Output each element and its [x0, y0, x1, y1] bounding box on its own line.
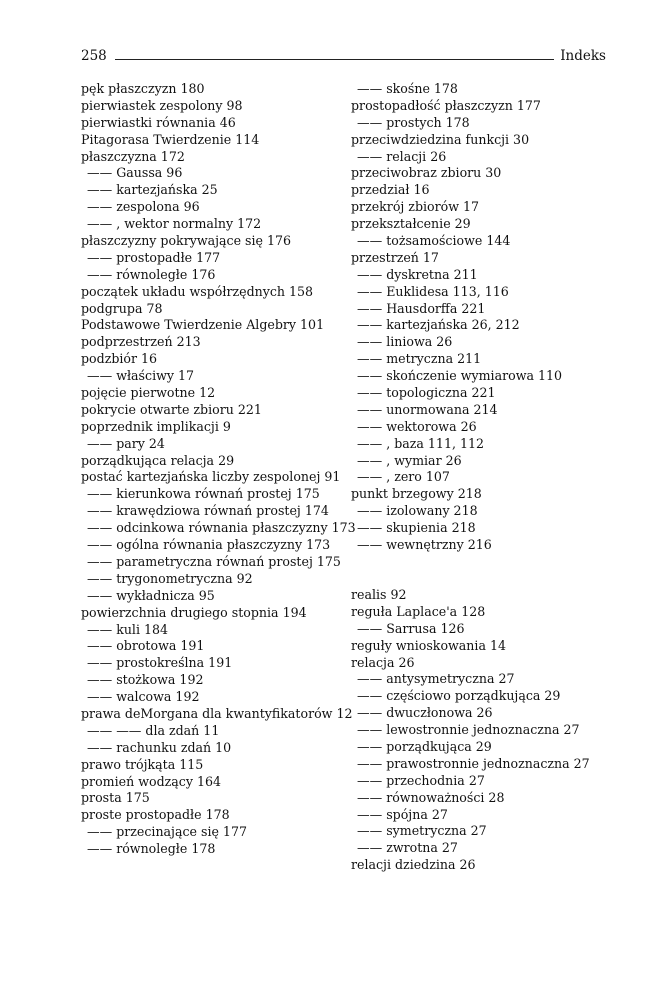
index-subentry: —— antysymetryczna 27: [357, 671, 515, 687]
index-entry: podzbiór 16: [81, 351, 158, 367]
index-subentry: —— wykładnicza 95: [87, 587, 215, 603]
index-subentry: —— tożsamościowe 144: [357, 233, 511, 249]
index-entry: reguły wnioskowania 14: [351, 637, 506, 653]
header-rule: [115, 59, 554, 60]
index-subentry: —— skupienia 218: [357, 520, 476, 536]
index-subentry: —— zespolona 96: [87, 199, 200, 215]
index-subentry: —— przechodnia 27: [357, 772, 485, 788]
index-subentry: —— prostopadłe 177: [87, 249, 221, 265]
index-subentry: —— właściwy 17: [87, 368, 195, 384]
index-subentry: —— równoległe 178: [87, 841, 216, 857]
page-header: [81, 44, 606, 64]
index-entry: podgrupa 78: [81, 300, 163, 316]
index-entry: relacji dziedzina 26: [351, 857, 476, 873]
index-subentry: —— kartezjańska 25: [87, 182, 218, 198]
index-entry: prawo trójkąta 115: [81, 756, 204, 772]
index-subentry: —— spójna 27: [357, 806, 448, 822]
index-subentry: —— pary 24: [87, 435, 165, 451]
index-entry: punkt brzegowy 218: [351, 486, 482, 502]
index-subentry: —— kierunkowa równań prostej 175: [87, 486, 320, 502]
index-subentry: —— topologiczna 221: [357, 385, 496, 401]
index-entry: promień wodzący 164: [81, 773, 221, 789]
section-title: Indeks: [560, 48, 606, 64]
index-entry: powierzchnia drugiego stopnia 194: [81, 604, 307, 620]
index-column-left: [81, 81, 356, 858]
index-entry: Podstawowe Twierdzenie Algebry 101: [81, 317, 325, 333]
index-subentry: —— Hausdorffa 221: [357, 300, 486, 316]
index-subentry: —— kuli 184: [87, 621, 169, 637]
index-subentry: —— zwrotna 27: [357, 840, 458, 856]
index-subentry: —— prawostronnie jednoznaczna 27: [357, 755, 590, 771]
index-entry: przeciwobraz zbioru 30: [351, 165, 502, 181]
index-entry: prostopadłość płaszczyzn 177: [351, 97, 541, 113]
index-entry: pokrycie otwarte zbioru 221: [81, 401, 262, 417]
index-entry: przedział 16: [351, 182, 430, 198]
index-entry: pierwiastek zespolony 98: [81, 97, 243, 113]
index-entry: przestrzeń 17: [351, 249, 439, 265]
index-subentry: —— skończenie wymiarowa 110: [357, 368, 563, 384]
index-subentry: —— Euklidesa 113, 116: [357, 283, 509, 299]
index-subentry: —— ogólna równania płaszczyzny 173: [87, 537, 331, 553]
index-entry: pęk płaszczyzn 180: [81, 81, 205, 96]
index-subentry: —— —— dla zdań 11: [87, 722, 220, 738]
index-subentry: —— krawędziowa równań prostej 174: [87, 503, 329, 519]
index-entry: przekrój zbiorów 17: [351, 199, 480, 215]
index-subentry: —— , baza 111, 112: [357, 435, 484, 451]
index-subentry: —— przecinające się 177: [87, 824, 247, 840]
index-subentry: —— częściowo porządkująca 29: [357, 688, 561, 704]
index-subentry: —— stożkowa 192: [87, 672, 204, 688]
page-number: 258: [81, 48, 107, 64]
index-subentry: —— porządkująca 29: [357, 738, 492, 754]
index-subentry: —— , wymiar 26: [357, 452, 462, 468]
index-subentry: —— metryczna 211: [357, 351, 482, 367]
index-entry: reguła Laplace'a 128: [351, 603, 486, 619]
index-entry: podprzestrzeń 213: [81, 334, 201, 350]
index-entry: pojęcie pierwotne 12: [81, 385, 216, 401]
index-subentry: —— kartezjańska 26, 212: [357, 317, 520, 333]
index-entry: porządkująca relacja 29: [81, 452, 235, 468]
index-entry: Pitagorasa Twierdzenie 114: [81, 131, 260, 147]
index-entry: prawa deMorgana dla kwantyfikatorów 12: [81, 705, 353, 721]
index-subentry: —— parametryczna równań prostej 175: [87, 553, 341, 569]
index-subentry: —— unormowana 214: [357, 401, 498, 417]
index-entry: przekształcenie 29: [351, 216, 471, 232]
index-subentry: —— prostych 178: [357, 114, 470, 130]
index-entry: początek układu współrzędnych 158: [81, 283, 314, 299]
index-entry: postać kartezjańska liczby zespolonej 91: [81, 469, 341, 485]
index-column-right: [351, 81, 611, 874]
index-entry: poprzednik implikacji 9: [81, 418, 231, 434]
index-subentry: —— prostokreślna 191: [87, 655, 233, 671]
index-subentry: —— dwuczłonowa 26: [357, 705, 493, 721]
index-subentry: —— rachunku zdań 10: [87, 739, 232, 755]
index-subentry: —— Gaussa 96: [87, 165, 183, 181]
index-subentry: —— liniowa 26: [357, 334, 453, 350]
index-subentry: —— izolowany 218: [357, 503, 478, 519]
index-subentry: —— równoległe 176: [87, 266, 216, 282]
index-subentry: —— skośne 178: [357, 81, 458, 96]
index-subentry: —— lewostronnie jednoznaczna 27: [357, 722, 580, 738]
index-spacer: [351, 554, 611, 587]
index-entry: realis 92: [351, 586, 407, 602]
index-subentry: —— odcinkowa równania płaszczyzny 173: [87, 520, 356, 536]
index-entry: płaszczyzna 172: [81, 148, 185, 164]
index-subentry: —— relacji 26: [357, 148, 447, 164]
index-entry: relacja 26: [351, 654, 415, 670]
index-subentry: —— walcowa 192: [87, 689, 200, 705]
index-subentry: —— trygonometryczna 92: [87, 570, 253, 586]
index-subentry: —— Sarrusa 126: [357, 620, 465, 636]
index-subentry: —— dyskretna 211: [357, 266, 478, 282]
index-subentry: —— równoważności 28: [357, 789, 505, 805]
index-subentry: —— , wektor normalny 172: [87, 216, 262, 232]
index-subentry: —— obrotowa 191: [87, 638, 205, 654]
index-entry: płaszczyzny pokrywające się 176: [81, 233, 292, 249]
index-subentry: —— , zero 107: [357, 469, 450, 485]
index-subentry: —— wektorowa 26: [357, 418, 477, 434]
index-entry: proste prostopadłe 178: [81, 807, 230, 823]
index-subentry: —— wewnętrzny 216: [357, 537, 492, 553]
index-entry: pierwiastki równania 46: [81, 114, 236, 130]
index-subentry: —— symetryczna 27: [357, 823, 487, 839]
index-entry: przeciwdziedzina funkcji 30: [351, 131, 530, 147]
index-entry: prosta 175: [81, 790, 150, 806]
